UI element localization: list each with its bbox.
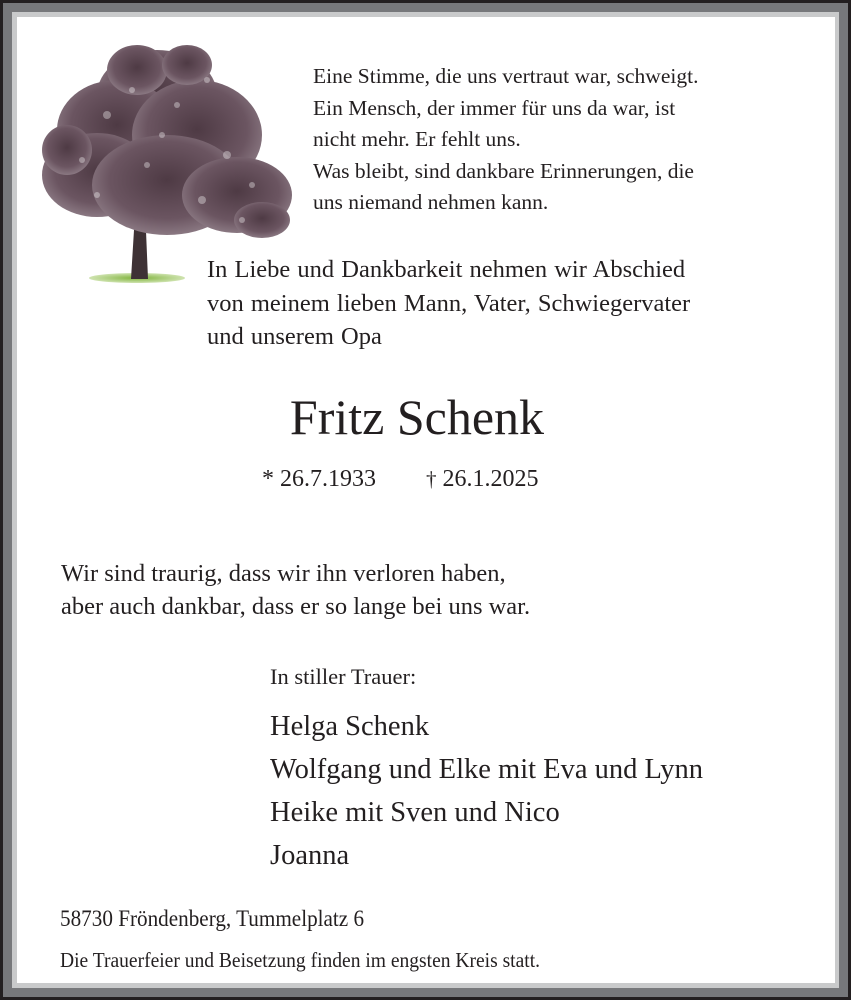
- life-dates: [262, 464, 539, 494]
- verse-line: Was bleibt, sind dankbare Erinnerungen, die: [313, 158, 694, 183]
- mourner-name: Wolfgang und Elke mit Eva und Lynn: [270, 754, 704, 785]
- closing-line: Wir sind traurig, dass wir ihn verloren haben,: [61, 560, 506, 587]
- closing-text: [61, 557, 530, 623]
- verse-line: Eine Stimme, die uns vertraut war, schweigt.: [313, 64, 699, 88]
- closing-line: aber auch dankbar, dass er so lange bei uns war.: [61, 593, 531, 620]
- mourner-name: Heike mit Sven und Nico: [270, 797, 560, 828]
- verse-poem: [313, 61, 698, 219]
- deceased-name: Fritz Schenk: [289, 389, 545, 445]
- birth-symbol: *: [262, 466, 274, 492]
- death-date: 26.1.2025: [442, 466, 539, 492]
- farewell-intro: [207, 253, 690, 354]
- funeral-note: Die Trauerfeier und Beisetzung finden im engsten Kreis statt.: [60, 948, 541, 972]
- address: 58730 Fröndenberg, Tummelplatz 6: [60, 906, 365, 931]
- verse-line: uns niemand nehmen kann.: [313, 190, 549, 214]
- intro-line: von meinem lieben Mann, Vater, Schwiegervater: [207, 289, 691, 317]
- verse-line: Ein Mensch, der immer für uns da war, ist: [313, 95, 676, 120]
- mourners-list: [270, 705, 703, 877]
- obituary-notice: [17, 17, 835, 983]
- mourner-name: Helga Schenk: [270, 711, 430, 742]
- mourners-label: In stiller Trauer:: [270, 664, 417, 689]
- dagger-icon: †: [426, 467, 437, 491]
- intro-line: In Liebe und Dankbarkeit nehmen wir Abschied: [207, 256, 686, 283]
- intro-line: und unserem Opa: [207, 323, 382, 350]
- birth-date: 26.7.1933: [280, 466, 376, 492]
- tree-icon: [37, 35, 299, 287]
- verse-line: nicht mehr. Er fehlt uns.: [313, 127, 521, 151]
- mourner-name: Joanna: [270, 840, 350, 871]
